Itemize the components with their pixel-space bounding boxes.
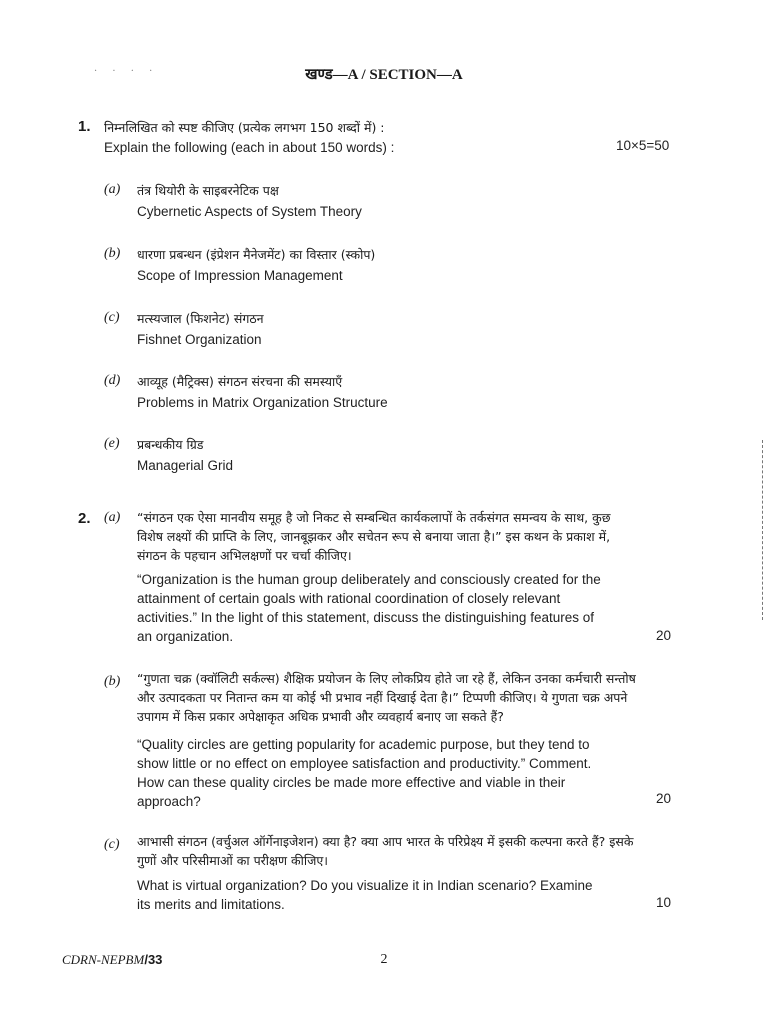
q2-part-a-english-line: “Organization is the human group deliberately and consciously created for the [137, 572, 601, 587]
q2-part-c-english-line: its merits and limitations. [137, 897, 285, 912]
q2-part-b-english-line: show little or no effect on employee satisfaction and productivity.” Comment. [137, 756, 592, 771]
q2-part-b-hindi-line: उपागम में किस प्रकार अपेक्षाकृत अधिक प्रभावी और व्यवहार्य बनाए जा सकते हैं? [137, 709, 504, 724]
q1-part-e-english: Managerial Grid [137, 458, 234, 473]
q2-part-a-english-line: activities.” In the light of this statement, discuss the distinguishing features of [137, 610, 594, 625]
q2-part-a-label: (a) [104, 510, 121, 525]
q2-part-a-hindi-line: “संगठन एक ऐसा मानवीय समूह है जो निकट से सम्बन्धित कार्यकलापों के तर्कसंगत समन्वय के साथ, कुछ [137, 510, 611, 525]
paper-code-suffix: /33 [144, 952, 163, 967]
q2-part-c-hindi-line: आभासी संगठन (वर्चुअल ऑर्गेनाइजेशन) क्या है? क्या आप भारत के परिप्रेक्ष्य में इसकी कल्पना करते हैं? इसके [137, 834, 634, 849]
section-title: खण्ड—A / SECTION—A [305, 67, 463, 83]
q2-part-b-marks: 20 [656, 791, 672, 806]
q2-part-a-hindi-line: संगठन के पहचान अभिलक्षणों पर चर्चा कीजिए। [137, 548, 352, 563]
question-1-number: 1. [78, 118, 91, 135]
q2-part-b-hindi-line: “गुणता चक्र (क्वॉलिटी सर्कल्स) शैक्षिक प्रयोजन के लिए लोकप्रिय होते जा रहे हैं, लेकिन उनका कर्मचारी सन्तोष [137, 671, 636, 686]
q1-part-b-label: (b) [104, 246, 121, 261]
q2-part-b-hindi [137, 669, 636, 726]
q2-part-b-english [137, 735, 591, 811]
q2-part-c-hindi-line: गुणों और परिसीमाओं का परीक्षण कीजिए। [137, 853, 328, 868]
q1-part-a-label: (a) [104, 182, 121, 197]
q2-part-b-english-line: approach? [137, 794, 201, 809]
q2-part-a-english-line: an organization. [137, 629, 234, 644]
q2-part-c-marks: 10 [656, 895, 672, 910]
q2-part-c-hindi [137, 832, 633, 870]
q2-part-a-english-line: attainment of certain goals with rational coordination of closely relevant [137, 591, 561, 606]
q2-part-c-label: (c) [104, 837, 120, 852]
q2-part-b-english-line: How can these quality circles be made more effective and viable in their [137, 775, 566, 790]
q1-part-a-hindi: तंत्र थियोरी के साइबरनेटिक पक्ष [137, 183, 279, 198]
q2-part-b-hindi-line: और उत्पादकता पर नितान्त कम या कोई भी प्रभाव नहीं दिखाई देता है।” टिप्पणी कीजिए। ये गुणता चक्र अपने [137, 690, 628, 705]
q1-part-a-english: Cybernetic Aspects of System Theory [137, 204, 362, 219]
q2-part-a-hindi-line: विशेष लक्ष्यों की प्राप्ति के लिए, जानबूझकर और सचेतन रूप से बनाया जाता है।” इस कथन के प्रकाश में, [137, 529, 611, 544]
question-1-hindi: निम्नलिखित को स्पष्ट कीजिए (प्रत्येक लगभग 150 शब्दों में) : [104, 120, 385, 135]
scan-specks: · · · · [94, 66, 159, 77]
q2-part-a-english [137, 570, 601, 646]
q2-part-b-english-line: “Quality circles are getting popularity for academic purpose, but they tend to [137, 737, 590, 752]
question-2-number: 2. [78, 510, 91, 527]
q1-part-c-english: Fishnet Organization [137, 332, 262, 347]
q2-part-a-marks: 20 [656, 628, 672, 643]
q2-part-c-english-line: What is virtual organization? Do you visualize it in Indian scenario? Examine [137, 878, 593, 893]
q1-part-c-label: (c) [104, 310, 120, 325]
q1-part-e-hindi: प्रबन्धकीय ग्रिड [137, 437, 204, 452]
q1-part-d-label: (d) [104, 373, 121, 388]
q2-part-a-hindi [137, 508, 611, 565]
q1-part-c-hindi: मत्स्यजाल (फिशनेट) संगठन [137, 311, 264, 326]
q1-part-b-english: Scope of Impression Management [137, 268, 343, 283]
q1-part-b-hindi: धारणा प्रबन्धन (इंप्रेशन मैनेजमेंट) का विस्तार (स्कोप) [137, 247, 376, 262]
scan-edge-marks [762, 440, 765, 620]
q1-part-d-hindi: आव्यूह (मैट्रिक्स) संगठन संरचना की समस्याएँ [137, 374, 343, 389]
q1-part-e-label: (e) [104, 436, 120, 451]
paper-code-text: CDRN-NEPBM [62, 952, 145, 967]
q1-part-d-english: Problems in Matrix Organization Structure [137, 395, 388, 410]
page-number: 2 [380, 952, 388, 967]
question-1-marks: 10×5=50 [616, 138, 670, 153]
q2-part-c-english [137, 876, 592, 914]
question-1-english: Explain the following (each in about 150 words) : [104, 140, 395, 155]
q2-part-b-label: (b) [104, 674, 121, 689]
